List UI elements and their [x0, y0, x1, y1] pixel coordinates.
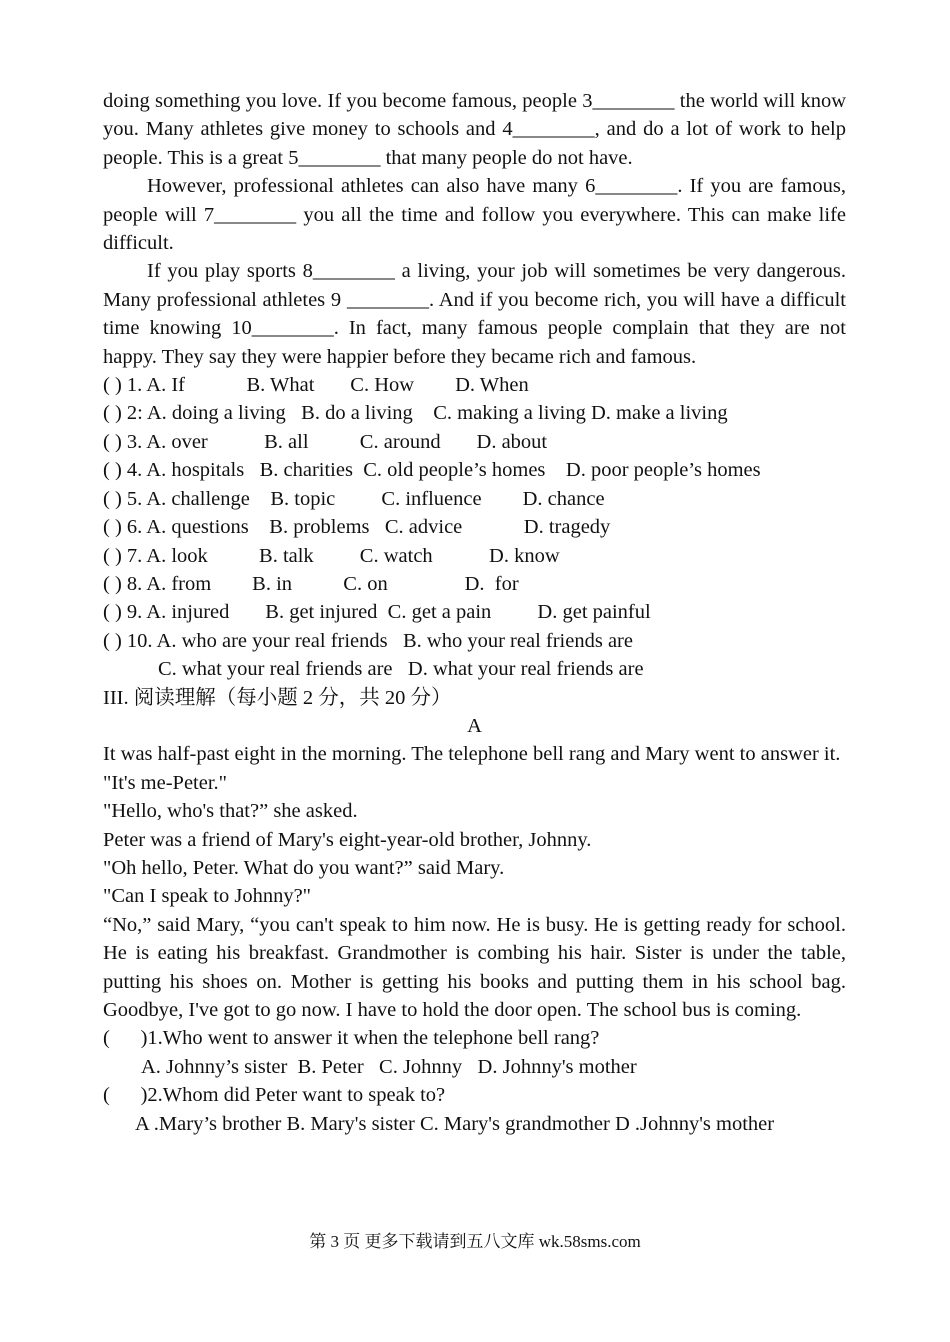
cloze-options-list	[103, 371, 846, 683]
cloze-option-10: ( ) 10. A. who are your real friends B. who your real friends are	[103, 629, 633, 652]
cloze-option-2: ( ) 2: A. doing a living B. do a living C. making a living D. make a living	[103, 402, 728, 425]
passage-paragraph-3: If you play sports 8________ a living, your job will sometimes be very dangerous. Many professional athletes 9 ________. And if you become rich, you will have a difficult time knowing 10________. In fact, many famous people complain that they are not happy. They say they were happier before they became rich and famous.	[103, 260, 846, 368]
question-2-options: A .Mary’s brother B. Mary's sister C. Mary's grandmother D .Johnny's mother	[135, 1112, 775, 1135]
question-1-options: A. Johnny’s sister B. Peter C. Johnny D. Johnny's mother	[141, 1055, 637, 1078]
cloze-option-1: ( ) 1. A. If B. What C. How D. When	[103, 374, 529, 397]
passage-a-line-5: "Oh hello, Peter. What do you want?” said Mary.	[103, 856, 505, 879]
page-content	[103, 87, 846, 1138]
cloze-option-10-continued: C. what your real friends are D. what your real friends are	[158, 658, 644, 681]
passage-paragraph-1: doing something you love. If you become famous, people 3________ the world will know you. Many athletes give money to schools and 4________, and do a lot of work to help people. This is a great 5________ that many people do not have.	[103, 90, 846, 169]
passage-a-line-3: "Hello, who's that?” she asked.	[103, 800, 358, 823]
passage-a-line-2: "It's me-Peter."	[103, 771, 228, 794]
passage-a-line-6: "Can I speak to Johnny?"	[103, 885, 312, 908]
cloze-option-3: ( ) 3. A. over B. all C. around D. about	[103, 430, 548, 453]
cloze-option-8: ( ) 8. A. from B. in C. on D. for	[103, 572, 519, 595]
passage-a-line-4: Peter was a friend of Mary's eight-year-old brother, Johnny.	[103, 828, 592, 851]
cloze-option-5: ( ) 5. A. challenge B. topic C. influence D. chance	[103, 487, 605, 510]
cloze-option-7: ( ) 7. A. look B. talk C. watch D. know	[103, 544, 560, 567]
cloze-option-4: ( ) 4. A. hospitals B. charities C. old people’s homes D. poor people’s homes	[103, 459, 761, 482]
passage-a-line-7: “No,” said Mary, “you can't speak to him now. He is busy. He is getting ready for school. He is eating his breakfast. Grandmother is combing his hair. Sister is under the table, putting his shoes on. Mother is getting his books and putting them in his school bag. Goodbye, I've got to go now. I have to hold the door open. The school bus is coming.	[103, 913, 846, 1021]
passage-a-line-1: It was half-past eight in the morning. The telephone bell rang and Mary went to answer it.	[103, 743, 841, 766]
passage-a-label: A	[467, 714, 482, 737]
page-footer: 第 3 页 更多下载请到五八文库 wk.58sms.com	[309, 1232, 641, 1251]
question-2-stem: ( )2.Whom did Peter want to speak to?	[103, 1084, 446, 1107]
passage-paragraph-2: However, professional athletes can also have many 6________. If you are famous, people will 7________ you all the time and follow you everywhere. This can make life difficult.	[103, 175, 846, 255]
section-heading: III. 阅读理解（每小题 2 分，共 20 分）	[103, 686, 452, 709]
cloze-option-9: ( ) 9. A. injured B. get injured C. get a pain D. get painful	[103, 601, 651, 624]
question-1-stem: ( )1.Who went to answer it when the telephone bell rang?	[103, 1027, 600, 1050]
cloze-option-6: ( ) 6. A. questions B. problems C. advice D. tragedy	[103, 516, 611, 539]
